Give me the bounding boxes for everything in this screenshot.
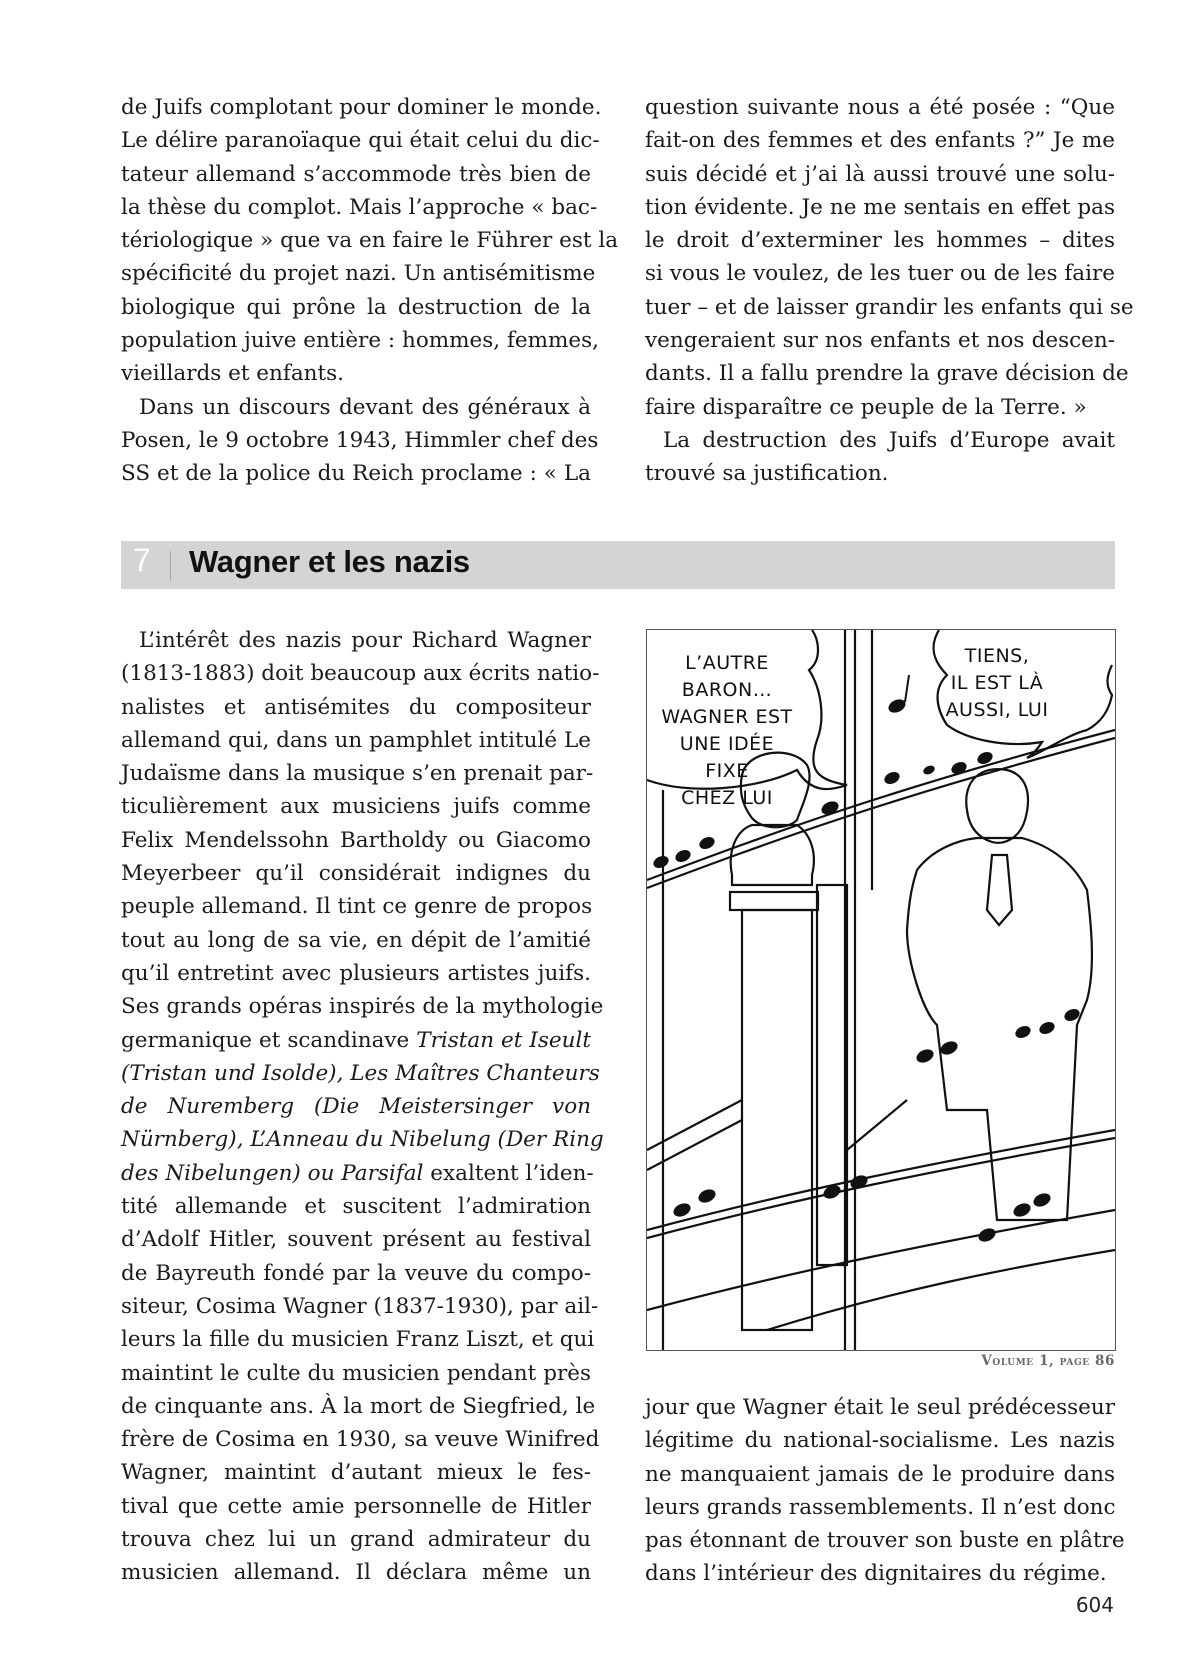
text-line: Posen, le 9 octobre 1943, Himmler chef des (121, 427, 599, 453)
text-line: de Juifs complotant pour dominer le monde. (121, 95, 602, 120)
italic-title: Tristan et Iseult (416, 1027, 591, 1053)
text-line: vieillards et enfants. (121, 361, 344, 387)
text-line: ne manquaient jamais de le produire dans (645, 1461, 1115, 1487)
text-line: le droit d’exterminer les hommes – dites (645, 228, 1115, 254)
music-note-icon (1037, 1020, 1056, 1037)
text-line: dans l’intérieur des dignitaires du régime. (645, 1561, 1107, 1587)
text-line: tival que cette amie personnelle de Hitler (121, 1493, 591, 1519)
text-line: qu’il entretint avec plusieurs artistes juifs. (121, 960, 591, 986)
tie (987, 855, 1012, 925)
main-left-column (121, 624, 604, 1590)
main-right-column (645, 1391, 1125, 1591)
text-line: (1813-1883) doit beaucoup aux écrits natio- (121, 661, 600, 687)
text-line: d’Adolf Hitler, souvent présent au festival (121, 1227, 591, 1253)
text-line: Meyerbeer qu’il considérait indignes du (121, 861, 591, 887)
music-note-icon (696, 1187, 717, 1205)
top-right-column (645, 91, 1134, 491)
speech-line: TIENS, (964, 645, 1030, 667)
text-line: des Nibelungen) ou Parsifal exaltent l’iden- (121, 1160, 594, 1186)
text-line: SS et de la police du Reich proclame : « La (121, 461, 591, 487)
text-line: tité allemande et suscitent l’admiration (121, 1194, 591, 1220)
section-divider (170, 551, 171, 581)
music-note-icon (914, 1047, 935, 1065)
text-line: L’intérêt des nazis pour Richard Wagner (139, 628, 591, 653)
text-line: Judaïsme dans la musique s’en prenait par- (121, 761, 594, 787)
stair-rail (647, 1120, 742, 1170)
text-line: germanique et scandinave Tristan et Iseult (121, 1027, 591, 1053)
text-line: peuple allemand. Il tint ce genre de propos (121, 894, 593, 920)
text-line: si vous le voulez, de les tuer ou de les faire (645, 261, 1115, 287)
text-line: tuer – et de laisser grandir les enfants qui se (645, 294, 1134, 320)
music-note-icon (976, 1226, 997, 1244)
italic-title: de Nuremberg (Die Meistersinger von (121, 1094, 591, 1120)
music-note-icon (697, 835, 716, 852)
music-staff (647, 1210, 1115, 1310)
text-line: de Bayreuth fondé par la veuve du compo- (121, 1260, 591, 1286)
text-line: la thèse du complot. Mais l’approche « bac- (121, 194, 598, 220)
text-line: La destruction des Juifs d’Europe avait (663, 427, 1115, 453)
speech-line: L’AUTRE (685, 652, 769, 674)
music-note-icon (673, 848, 692, 865)
text-line (121, 1090, 591, 1123)
text-line: ticulièrement aux musiciens juifs comme (121, 794, 591, 820)
music-note-icon (882, 770, 901, 787)
text-line: Le délire paranoïaque qui était celui du dic- (121, 128, 600, 154)
music-note-stem (905, 675, 909, 702)
text-line: fait-on des femmes et des enfants ?” Je me (645, 128, 1115, 154)
text-line: question suivante nous a été posée : “Que (645, 95, 1115, 120)
section-title: Wagner et les nazis (189, 544, 470, 579)
text-line: tériologique » que va en faire le Führer est la (121, 228, 619, 254)
paragraph (645, 91, 1134, 424)
text-line: Wagner, maintint d’autant mieux le fes- (121, 1460, 591, 1486)
paragraph (121, 91, 619, 391)
music-note-icon (651, 854, 670, 871)
pedestal-cap (730, 892, 818, 910)
italic-title: des Nibelungen) ou Parsifal (121, 1160, 424, 1186)
italic-title: (Tristan und Isolde), Les Maîtres Chanteurs (121, 1060, 600, 1086)
music-note-icon (671, 1201, 692, 1219)
section-header (121, 541, 1115, 589)
music-note-icon (1013, 1024, 1032, 1041)
page-number: 604 (1075, 1593, 1114, 1617)
pedestal-post (817, 885, 847, 1265)
speech-line: WAGNER EST (661, 706, 793, 728)
italic-title: Nürnberg), L’Anneau du Nibelung (Der Ring (121, 1127, 604, 1153)
speech-line: IL EST LÀ (950, 672, 1044, 694)
text-line: maintint le culte du musicien pendant près (121, 1360, 591, 1386)
text-line: Felix Mendelssohn Bartholdy ou Giacomo (121, 827, 591, 853)
text-line: leurs la fille du musicien Franz Liszt, et qui (121, 1327, 595, 1353)
text-line: frère de Cosima en 1930, sa veuve Winifred (121, 1427, 600, 1453)
text-line: dants. Il a fallu prendre la grave décision de (645, 361, 1129, 387)
speech-line: AUSSI, LUI (945, 699, 1049, 721)
speech-bubble-right-text (929, 643, 1065, 724)
text-line: légitime du national-socialisme. Les nazis (645, 1428, 1115, 1454)
text-line: trouva chez lui un grand admirateur du (121, 1527, 591, 1553)
text-line: trouvé sa justification. (645, 461, 889, 487)
man-head (966, 769, 1028, 843)
top-left-column (121, 91, 619, 491)
text-line: population juive entière : hommes, femmes, (121, 328, 600, 354)
speech-line: UNE IDÉE FIXE (679, 733, 775, 782)
text-line: suis décidé et j’ai là aussi trouvé une solu- (645, 161, 1115, 187)
text-line: spécificité du projet nazi. Un antisémitisme (121, 261, 596, 287)
text-line: jour que Wagner était le seul prédécesseur (645, 1395, 1115, 1420)
paragraph (645, 424, 1115, 491)
speech-line: CHEZ LUI (681, 787, 773, 809)
man-body (907, 838, 1092, 1220)
speech-line: BARON… (681, 679, 773, 701)
text-line: biologique qui prône la destruction de la (121, 294, 591, 320)
comic-panel (646, 629, 1116, 1351)
music-staff (767, 1250, 1115, 1330)
text-line: vengeraient sur nos enfants et nos descen- (645, 328, 1115, 354)
stair-rail (647, 1100, 742, 1150)
text-line: pas étonnant de trouver son buste en plâtre (645, 1528, 1125, 1554)
text-line: tion évidente. Je ne me sentais en effet pas (645, 194, 1115, 220)
text-line (121, 1057, 600, 1090)
text-line: Ses grands opéras inspirés de la mythologie (121, 994, 604, 1020)
music-note-icon (922, 764, 936, 776)
text-line: siteur, Cosima Wagner (1837-1930), par ail- (121, 1293, 599, 1319)
music-note-icon (1031, 1191, 1052, 1209)
text-line: leurs grands rassemblements. Il n’est donc (645, 1494, 1116, 1520)
paragraph (121, 391, 599, 491)
music-staff (647, 1130, 1115, 1230)
music-note-icon (1011, 1201, 1032, 1219)
text-line: Dans un discours devant des généraux à (139, 394, 591, 420)
panel-caption: Volume 1, page 86 (981, 1353, 1115, 1369)
text-line: de cinquante ans. À la mort de Siegfried, le (121, 1393, 596, 1419)
speech-bubble-left-text (657, 650, 797, 812)
text-line: faire disparaître ce peuple de la Terre. » (645, 394, 1087, 420)
text-line: allemand qui, dans un pamphlet intitulé Le (121, 727, 591, 753)
text-line (121, 1123, 604, 1156)
pedestal (742, 910, 812, 1330)
text-line: musicien allemand. Il déclara même un (121, 1560, 591, 1586)
section-number: 7 (133, 542, 151, 578)
text-line: tout au long de sa vie, en dépit de l’amitié (121, 927, 591, 953)
text-line: nalistes et antisémites du compositeur (121, 694, 591, 720)
text-line: tateur allemand s’accommode très bien de (121, 161, 591, 187)
